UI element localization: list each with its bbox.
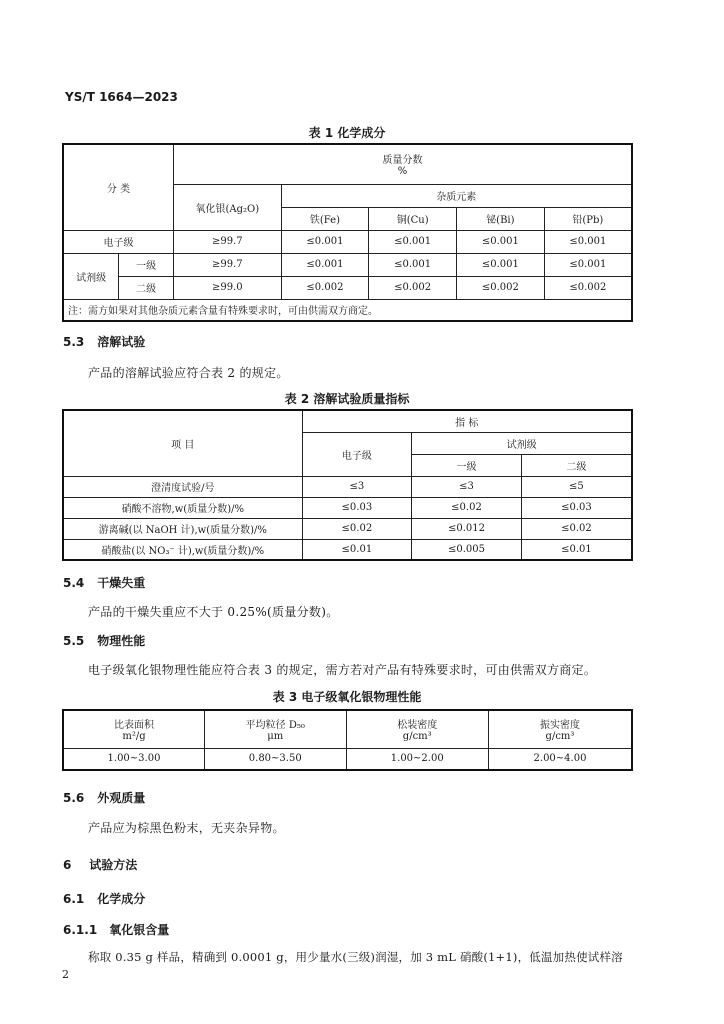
t3-header-unit: m²/g	[122, 731, 146, 743]
section-6-1-heading	[63, 890, 145, 907]
section-number: 5.3	[63, 335, 85, 349]
t2-cell: ≤0.03	[521, 497, 632, 518]
t1-header-cu: 铜(Cu)	[369, 207, 457, 230]
section-6-1-1-text: 称取 0.35 g 样品，精确到 0.0001 g，用少量水(三级)润湿，加 3 mL 硝酸(1+1)，低温加热使试样溶	[88, 950, 623, 964]
t2-header-reagent: 试剂级	[412, 432, 632, 454]
section-title: 外观质量	[97, 791, 146, 805]
t3-header-bulk-density	[346, 710, 488, 748]
table1-caption: 表 1 化学成分	[308, 126, 386, 140]
t2-item: 硝酸盐(以 NO₃⁻ 计),w(质量分数)/%	[63, 539, 302, 560]
t1-cell: ≤0.001	[369, 253, 457, 276]
section-6-1-1-heading	[63, 921, 169, 938]
table-row	[63, 539, 632, 560]
t1-unit-label: %	[397, 166, 408, 178]
t3-header-unit: g/cm³	[402, 731, 432, 743]
t3-header-specific-surface	[63, 710, 205, 748]
t3-cell: 1.00~2.00	[346, 748, 488, 770]
t2-header-index: 指 标	[302, 410, 632, 432]
section-title: 干燥失重	[97, 576, 146, 590]
t1-grade-2: 二级	[119, 276, 174, 299]
t1-note: 注：需方如果对其他杂质元素含量有特殊要求时，可由供需双方商定。	[63, 299, 632, 321]
section-5-5-text: 电子级氧化银物理性能应符合表 3 的规定，需方若对产品有特殊要求时，可由供需双方商定。	[88, 663, 597, 677]
t1-cell: ≤0.001	[457, 230, 545, 253]
table-row	[63, 497, 632, 518]
t1-cell: ≤0.001	[544, 230, 632, 253]
table-row	[63, 230, 632, 253]
section-number: 5.5	[63, 634, 85, 648]
t3-cell: 2.00~4.00	[488, 748, 632, 770]
t2-cell: ≤3	[412, 476, 522, 497]
t3-header-unit: g/cm³	[545, 731, 575, 743]
t1-group-reagent: 试剂级	[63, 253, 119, 299]
t2-cell: ≤0.012	[412, 518, 522, 539]
t3-header-particle-size	[205, 710, 347, 748]
t1-header-bi: 铋(Bi)	[457, 207, 545, 230]
section-number: 6	[63, 858, 72, 872]
t3-cell: 0.80~3.50	[205, 748, 347, 770]
t1-group-electronic: 电子级	[63, 230, 174, 253]
section-6-heading	[63, 856, 137, 873]
section-number: 5.6	[63, 791, 85, 805]
t2-header-item: 项 目	[63, 410, 302, 476]
t2-cell: ≤0.01	[521, 539, 632, 560]
t3-header-tap-density	[488, 710, 632, 748]
t1-header-silver-oxide: 氧化银(Ag₂O)	[174, 184, 282, 230]
section-title: 氧化银含量	[109, 923, 170, 937]
t2-cell: ≤5	[521, 476, 632, 497]
section-title: 化学成分	[97, 892, 146, 906]
t2-cell: ≤3	[302, 476, 412, 497]
section-5-3-text: 产品的溶解试验应符合表 2 的规定。	[88, 366, 289, 380]
t2-header-grade2: 二级	[521, 454, 632, 476]
table1-chemical-composition	[62, 143, 633, 322]
section-5-5-heading	[63, 632, 145, 649]
table-row	[63, 748, 632, 770]
t2-item: 游离碱(以 NaOH 计),w(质量分数)/%	[63, 518, 302, 539]
section-title: 物理性能	[97, 634, 146, 648]
t2-cell: ≤0.03	[302, 497, 412, 518]
t1-cell: ≥99.7	[174, 253, 282, 276]
t3-header-unit: μm	[267, 731, 284, 743]
t1-cell: ≥99.0	[174, 276, 282, 299]
t1-cell: ≤0.002	[457, 276, 545, 299]
t3-header-label: 平均粒径 D₅₀	[245, 720, 305, 732]
t2-cell: ≤0.02	[412, 497, 522, 518]
t1-cell: ≤0.001	[457, 253, 545, 276]
t3-header-label: 松装密度	[397, 720, 438, 732]
t1-cell: ≥99.7	[174, 230, 282, 253]
t3-header-label: 比表面积	[114, 720, 154, 732]
t1-header-pb: 铅(Pb)	[544, 207, 632, 230]
t2-item: 澄清度试验/号	[63, 476, 302, 497]
table-row	[63, 276, 632, 299]
section-title: 试验方法	[89, 858, 138, 872]
t2-cell: ≤0.02	[521, 518, 632, 539]
section-number: 6.1	[63, 892, 85, 906]
t1-cell: ≤0.002	[544, 276, 632, 299]
standard-number: YS/T 1664—2023	[65, 90, 178, 104]
section-number: 5.4	[63, 576, 85, 590]
table2-dissolution-test	[62, 409, 633, 561]
t1-cell: ≤0.002	[369, 276, 457, 299]
t2-cell: ≤0.01	[302, 539, 412, 560]
t2-cell: ≤0.005	[412, 539, 522, 560]
t2-item: 硝酸不溶物,w(质量分数)/%	[63, 497, 302, 518]
t1-cell: ≤0.001	[544, 253, 632, 276]
table2-caption: 表 2 溶解试验质量指标	[284, 392, 410, 406]
section-5-6-text: 产品应为棕黑色粉末，无夹杂异物。	[88, 821, 285, 835]
t1-mass-fraction-label: 质量分数	[382, 155, 423, 167]
t1-cell: ≤0.002	[281, 276, 369, 299]
t1-cell: ≤0.001	[369, 230, 457, 253]
t1-grade-1: 一级	[119, 253, 174, 276]
section-5-4-heading	[63, 574, 145, 591]
t3-cell: 1.00~3.00	[63, 748, 205, 770]
t1-cell: ≤0.001	[281, 230, 369, 253]
t1-header-fe: 铁(Fe)	[281, 207, 369, 230]
t2-header-electronic: 电子级	[302, 432, 412, 476]
section-5-4-text: 产品的干燥失重应不大于 0.25%(质量分数)。	[88, 605, 339, 619]
t2-cell: ≤0.02	[302, 518, 412, 539]
table-row	[63, 476, 632, 497]
t2-header-grade1: 一级	[412, 454, 522, 476]
table-row	[63, 253, 632, 276]
t3-header-label: 振实密度	[539, 720, 580, 732]
t1-cell: ≤0.001	[281, 253, 369, 276]
t1-header-impurities: 杂质元素	[281, 184, 632, 207]
t1-header-mass-fraction	[174, 144, 633, 184]
section-number: 6.1.1	[63, 923, 98, 937]
table3-caption: 表 3 电子级氧化银物理性能	[272, 690, 422, 704]
t1-header-category: 分 类	[63, 144, 174, 230]
table3-physical-properties	[62, 709, 633, 771]
section-title: 溶解试验	[97, 335, 146, 349]
table-row	[63, 518, 632, 539]
section-5-6-heading	[63, 789, 145, 806]
section-5-3-heading	[63, 333, 145, 350]
page-number: 2	[62, 968, 69, 981]
